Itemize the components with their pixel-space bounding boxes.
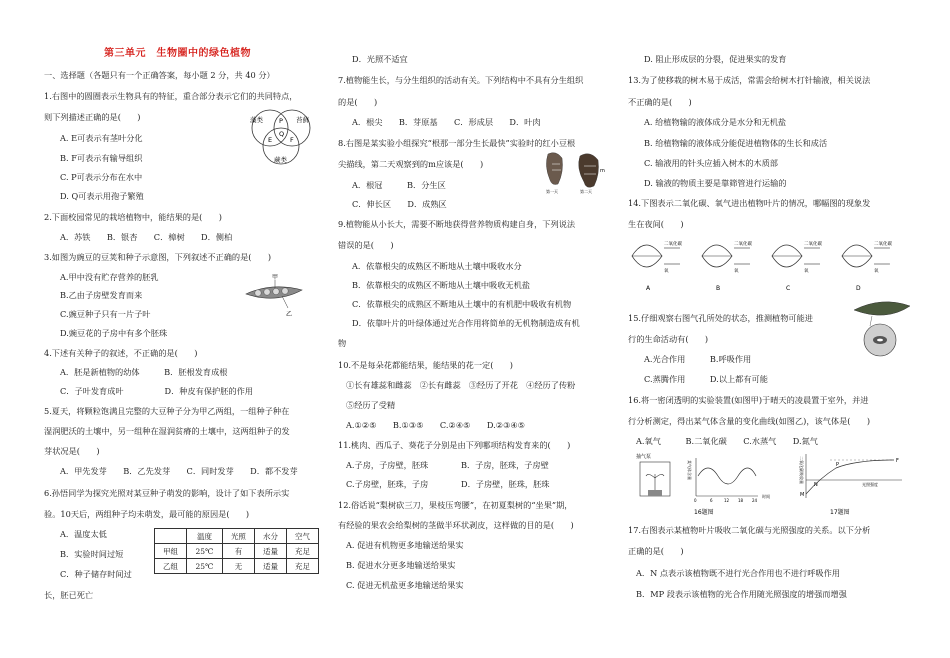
table-cell: 无 xyxy=(222,559,254,574)
q6-option-c-cont: 长，胚已死亡 xyxy=(44,590,94,600)
question-16-cont: 行分析测定，得出某气体含量的变化曲线(如图乙)，该气体是( ) xyxy=(628,416,871,426)
question-3: 3.如图为豌豆的豆荚和种子示意图，下列叙述不正确的是( ) xyxy=(44,252,272,262)
q3-option-d: D.豌豆花的子房中有多个胚珠 xyxy=(60,328,168,338)
figure-17 xyxy=(790,450,910,518)
q3-option-a: A.甲中没有贮存营养的胚乳 xyxy=(60,272,159,282)
q15-options-ab: A.光合作用 B.呼吸作用 xyxy=(644,354,752,364)
q13-option-c: C. 输液用的针头应插入树木的木质部 xyxy=(644,158,778,168)
leaf-b-gas-o2: 氧 xyxy=(734,269,739,274)
question-8-cont: 尖描线，第二天观察到的m应该是( ) xyxy=(338,159,484,169)
table-header-cell: 水分 xyxy=(254,529,286,544)
question-5-cont: 湿润肥沃的土壤中，另一组种在湿润贫瘠的土壤中，这两组种子的发 xyxy=(44,426,290,436)
stomata-figure xyxy=(852,296,912,358)
question-1: 1.右图中的圆圈表示生物具有的特征，重合部分表示它们的共同特点， xyxy=(44,91,298,101)
q6-option-d: D．光照不适宜 xyxy=(352,54,408,64)
leaf-b-label: B xyxy=(716,285,721,292)
leaf-a-label: A xyxy=(646,285,651,292)
table-header-row xyxy=(155,529,319,544)
leaf-c xyxy=(772,240,822,292)
q17-option-a: A．N 点表示该植物既不进行光合作用也不进行呼吸作用 xyxy=(636,568,840,578)
question-17: 17.右图表示某植物叶片吸收二氧化碳与光照强度的关系。以下分析 xyxy=(628,525,871,535)
q7-options: A．根尖 B．芽原基 C．形成层 D．叶肉 xyxy=(352,117,541,127)
q10-statements-cont: ⑤经历了受精 xyxy=(346,400,396,410)
q13-option-b: B. 给植物输的液体成分能促进植物体的生长和成活 xyxy=(644,138,828,148)
fig17-label-f: F xyxy=(896,458,899,464)
fig16-y-label: 某气体含量 xyxy=(687,460,692,480)
question-8: 8.右图是某实验小组探究“根那一部分生长最快”实验时的红小豆根 xyxy=(338,138,576,148)
venn-label-q: Q xyxy=(279,130,285,138)
q9-option-b: B．依靠根尖的成熟区不断地从土壤中吸收无机盐 xyxy=(352,280,530,290)
q6-option-b: B．实验时间过短 xyxy=(60,549,124,559)
q4-options-cd: C．子叶发育成叶 D．种皮有保护胚的作用 xyxy=(60,386,253,396)
table-header-cell xyxy=(155,529,187,544)
table-cell: 适量 xyxy=(254,544,286,559)
question-12: 12.俗话说“梨树砍三刀，果枝压弯腰”，在初夏梨树的“坐果”期， xyxy=(338,500,573,510)
q8-options-ab: A．根冠 B．分生区 xyxy=(352,180,446,190)
venn-label-algae: 藻类 xyxy=(250,116,263,124)
q1-option-c: C. P可表示分布在水中 xyxy=(60,172,143,182)
table-row xyxy=(155,544,319,559)
table-row xyxy=(155,559,319,574)
q10-statements: ①长有雄蕊和雌蕊 ②长有雌蕊 ③经历了开花 ④经历了传粉 xyxy=(346,380,576,390)
root-label-day2: 第二天 xyxy=(580,189,592,194)
q6-option-a: A．温度太低 xyxy=(60,529,107,539)
q9-option-d: D．依靠叶片的叶绿体通过光合作用将简单的无机物制造成有机 xyxy=(352,318,580,328)
fig16-pump-label: 抽气泵 xyxy=(636,454,652,460)
table-cell: 有 xyxy=(222,544,254,559)
leaf-gas-figures xyxy=(628,234,918,294)
question-2: 2.下面校园常见的栽培植物中，能结果的是( ) xyxy=(44,212,222,222)
table-header-cell: 温度 xyxy=(187,529,223,544)
fig16-tick-12: 12 xyxy=(724,498,730,503)
leaf-d-gas-co2: 二氧化碳 xyxy=(874,242,892,247)
venn-label-p: P xyxy=(279,117,283,125)
q13-option-d: D. 输液的物质主要是靠筛管进行运输的 xyxy=(644,178,787,188)
leaf-a-gas-co2: 二氧化碳 xyxy=(664,242,682,247)
fig16-tick-6: 6 xyxy=(710,498,713,503)
q15-options-cd: C.蒸腾作用 D.以上都有可能 xyxy=(644,374,768,384)
question-5: 5.夏天，将颗粒饱满且完整的大豆种子分为甲乙两组，一组种子种在 xyxy=(44,406,290,416)
question-9: 9.植物能从小长大，需要不断地获得营养物质构建自身，下列说法 xyxy=(338,219,576,229)
q1-option-b: B. F可表示有输导组织 xyxy=(60,153,143,163)
question-17-cont: 正确的是( ) xyxy=(628,546,684,556)
q10-options: A.①②⑤ B.①③⑤ C.②④⑤ D.②③④⑤ xyxy=(346,420,526,430)
venn-label-moss: 苔藓 xyxy=(296,116,309,124)
question-5-cont2: 芽状况是( ) xyxy=(44,446,100,456)
leaf-b-gas-co2: 二氧化碳 xyxy=(734,242,752,247)
question-14-cont: 生在夜间( ) xyxy=(628,219,684,229)
leaf-c-gas-co2: 二氧化碳 xyxy=(804,242,822,247)
table-cell: 乙组 xyxy=(155,559,187,574)
question-12-cont: 有经验的果农会给梨树的茎做半环状剥皮，这样做的目的是( ) xyxy=(338,520,574,530)
table-cell: 25℃ xyxy=(187,559,223,574)
q3-option-c: C.豌豆种子只有一片子叶 xyxy=(60,309,151,319)
q9-option-d-cont: 物 xyxy=(338,338,347,348)
experiment-table xyxy=(154,528,319,574)
venn-diagram xyxy=(240,104,322,168)
fig17-label-m: M xyxy=(800,492,805,498)
q12-option-d: D. 阻止形成层的分裂，促进果实的发育 xyxy=(644,54,787,64)
q9-option-c: C．依靠根尖的成熟区不断地从土壤中的有机肥中吸收有机物 xyxy=(352,299,572,309)
root-label-m: m xyxy=(600,168,605,174)
question-6: 6.孙悟同学为探究光照对某豆种子萌发的影响，设计了如下表所示实 xyxy=(44,488,290,498)
q8-options-cd: C．伸长区 D．成熟区 xyxy=(352,199,447,209)
question-14: 14.下图表示二氧化碳、氧气进出植物叶片的情况，哪幅图的现象发 xyxy=(628,198,871,208)
root-tip-figure xyxy=(542,150,612,194)
figure-16 xyxy=(636,450,786,518)
leaf-a xyxy=(632,240,682,292)
fig17-x-label: 光照强度 xyxy=(862,482,878,487)
q17-option-b: B．MP 段表示该植物的光合作用随光照强度的增强而增强 xyxy=(636,589,847,599)
question-16: 16.将一密闭透明的实验装置(如图甲)于晴天的凌晨置于室外，并进 xyxy=(628,395,869,405)
question-11: 11.桃肉、西瓜子、葵花子分别是由下列哪项结构发育来的( ) xyxy=(338,440,571,450)
leaf-c-gas-o2: 氧 xyxy=(804,269,809,274)
leaf-a-gas-o2: 氧 xyxy=(664,269,669,274)
question-10: 10.不是每朵花都能结果，能结果的花一定( ) xyxy=(338,360,513,370)
pod-label-jia: 甲 xyxy=(272,274,279,281)
q16-options: A.氧气 B.二氧化碳 C.水蒸气 D.氮气 xyxy=(636,436,818,446)
fig17-y-label: 二氧化碳吸收量 xyxy=(799,456,804,484)
question-7-cont: 的是( ) xyxy=(338,97,378,107)
table-cell: 充足 xyxy=(286,544,318,559)
q11-options-cd: C.子房壁，胚珠，子房 D．子房壁，胚珠，胚珠 xyxy=(346,479,550,489)
q2-options: A．苏铁 B．银杏 C．樟树 D．侧柏 xyxy=(60,232,233,242)
q5-options: A．甲先发芽 B．乙先发芽 C．同时发芽 D．都不发芽 xyxy=(60,466,298,476)
q12-option-b: B. 促进水分更多地输送给果实 xyxy=(346,560,456,570)
q9-option-a: A．依靠根尖的成熟区不断地从土壤中吸收水分 xyxy=(352,261,522,271)
pea-pod-figure xyxy=(242,274,308,318)
q1-option-d: D. Q可表示用孢子繁殖 xyxy=(60,191,144,201)
question-15: 15.仔细观察右图气孔所处的状态，推测植物可能进 xyxy=(628,313,813,323)
table-cell: 适量 xyxy=(254,559,286,574)
venn-label-fern: 蕨类 xyxy=(274,156,287,164)
q4-options-ab: A．胚是新植物的幼体 B．胚根发育成根 xyxy=(60,367,228,377)
table-cell: 充足 xyxy=(286,559,318,574)
leaf-c-label: C xyxy=(786,285,791,292)
fig16-caption: 16题图 xyxy=(694,509,714,516)
venn-label-e: E xyxy=(268,136,273,144)
q12-option-c: C. 促进无机盐更多地输送给果实 xyxy=(346,580,464,590)
leaf-d-label: D xyxy=(856,285,861,292)
fig16-tick-18: 18 xyxy=(738,498,744,503)
q13-option-a: A. 给植物输的液体成分是水分和无机盐 xyxy=(644,117,787,127)
fig17-label-p: P xyxy=(836,462,840,468)
question-15-cont: 行的生命活动有( ) xyxy=(628,334,709,344)
table-cell: 甲组 xyxy=(155,544,187,559)
question-13: 13.为了使移栽的树木易于成活，常需会给树木打针输液，相关说法 xyxy=(628,75,871,85)
fig16-tick-24: 24 xyxy=(752,498,758,503)
q12-option-a: A. 促进有机物更多地输送给果实 xyxy=(346,540,464,550)
leaf-b xyxy=(702,240,752,292)
question-1-cont: 则下列描述正确的是( ) xyxy=(44,112,141,122)
table-cell: 25℃ xyxy=(187,544,223,559)
q1-option-a: A. E可表示有茎叶分化 xyxy=(60,133,143,143)
question-9-cont: 错误的是( ) xyxy=(338,240,394,250)
root-label-day1: 第一天 xyxy=(546,189,558,194)
question-6-cont: 验。10天后，两组种子均未萌发，最可能的原因是( ) xyxy=(44,509,250,519)
fig17-label-n: N xyxy=(814,482,818,488)
table-header-cell: 光照 xyxy=(222,529,254,544)
pod-label-yi: 乙 xyxy=(286,311,293,318)
q6-option-c: C．种子储存时间过 xyxy=(60,569,132,579)
venn-label-f: F xyxy=(290,136,294,144)
table-header-cell: 空气 xyxy=(286,529,318,544)
fig16-tick-0: 0 xyxy=(694,498,697,503)
section-heading: 一、选择题（各题只有一个正确答案，每小题 2 分，共 40 分） xyxy=(44,70,275,80)
fig17-caption: 17题图 xyxy=(830,509,850,516)
unit-title: 第三单元 生物圈中的绿色植物 xyxy=(104,48,251,59)
q3-option-b: B.乙由子房壁发育而来 xyxy=(60,290,143,300)
leaf-d-gas-o2: 氧 xyxy=(874,269,879,274)
leaf-d xyxy=(842,240,892,292)
q11-options-ab: A.子房，子房壁，胚珠 B．子房，胚珠，子房壁 xyxy=(346,460,549,470)
question-4: 4.下述有关种子的叙述，不正确的是( ) xyxy=(44,348,198,358)
question-7: 7.植物能生长，与分生组织的活动有关。下列结构中不具有分生组织 xyxy=(338,75,584,85)
fig16-x-label: 时间 xyxy=(762,494,770,499)
question-13-cont: 不正确的是( ) xyxy=(628,97,692,107)
